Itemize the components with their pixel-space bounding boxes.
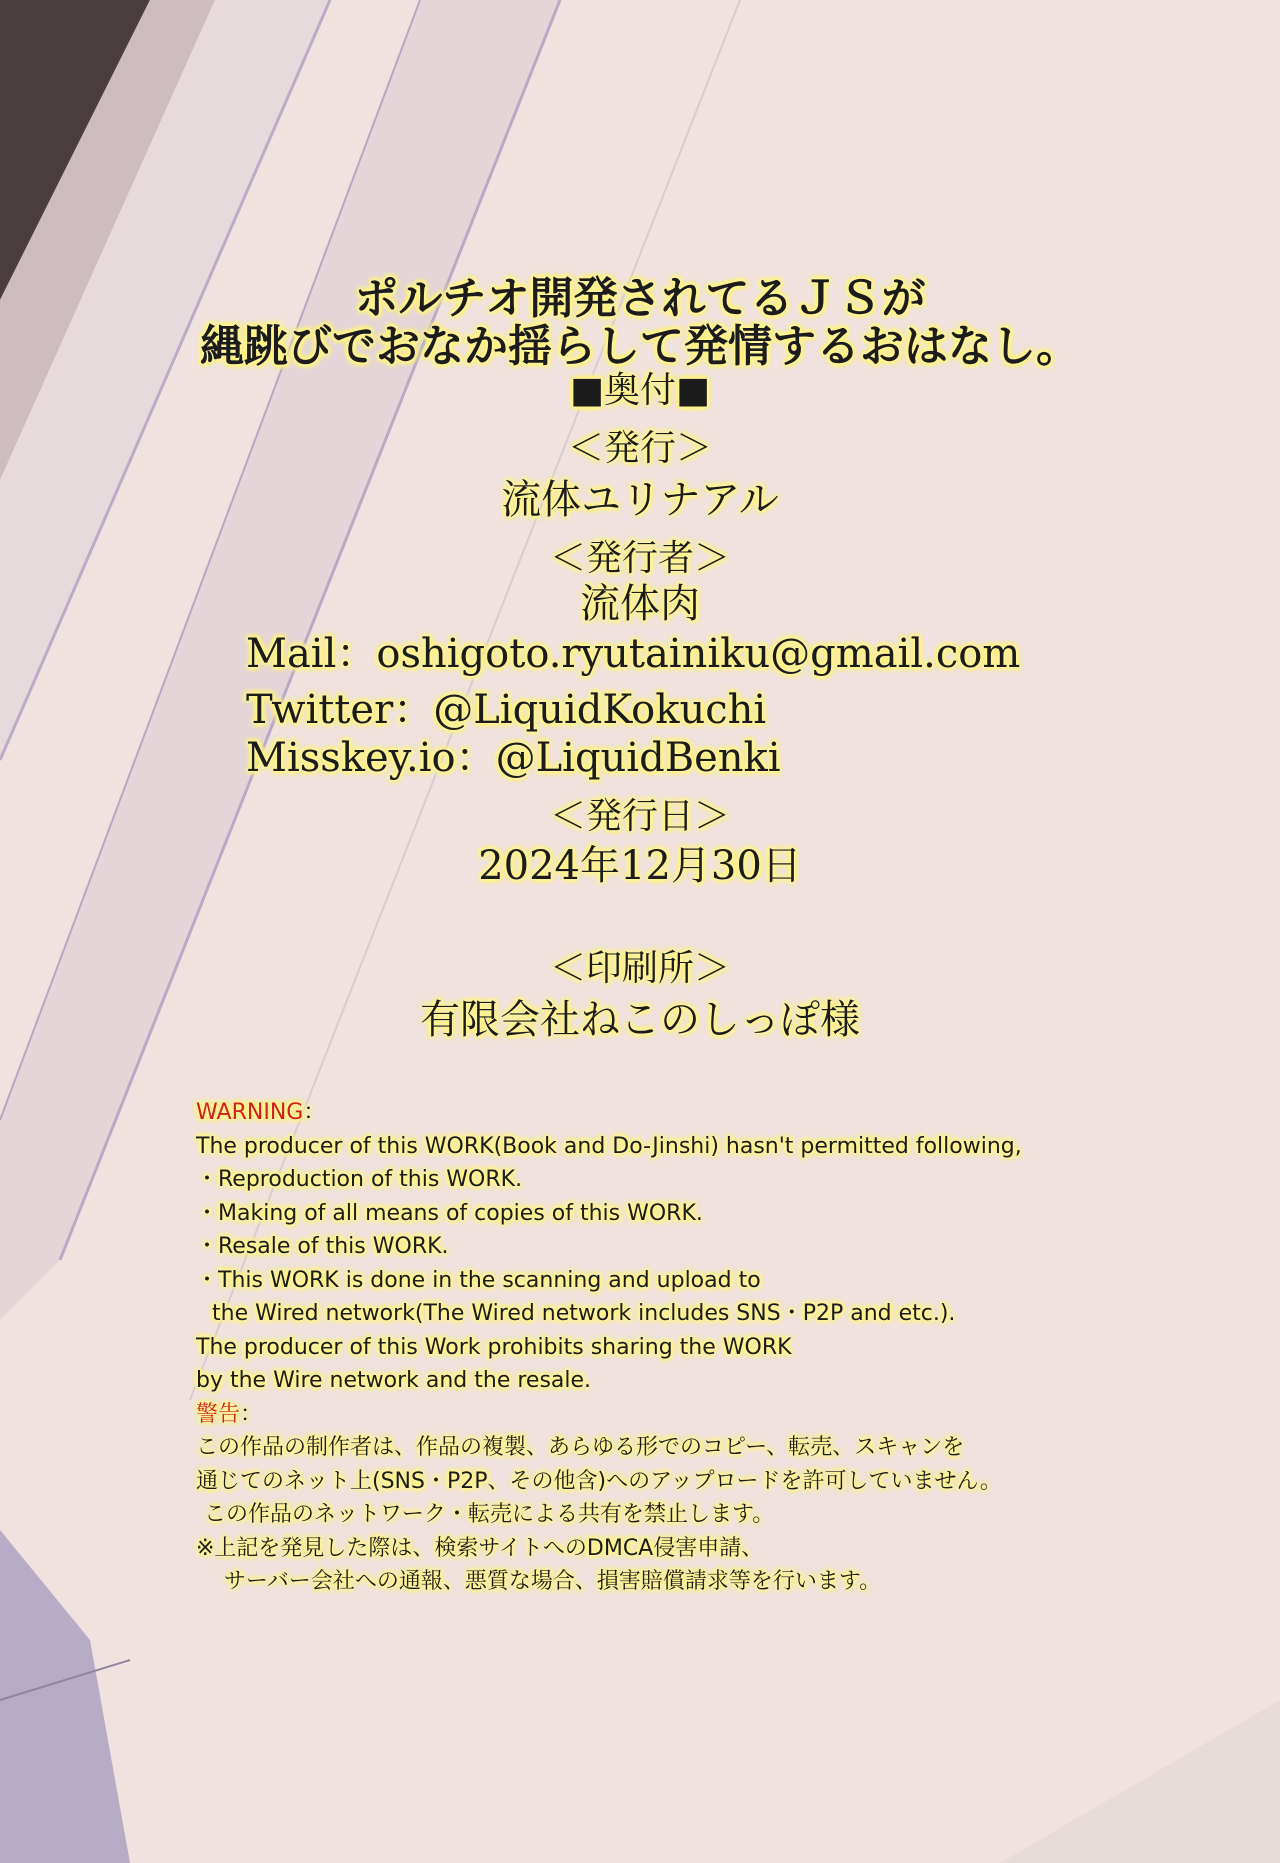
publisher-label: ＜発行＞ <box>567 428 712 469</box>
printer-name: 有限会社ねこのしっぽ様 <box>420 997 860 1043</box>
warning-en-line: by the Wire network and the resale. <box>196 1368 592 1393</box>
warning-en-label: WARNING <box>196 1100 304 1125</box>
warning-jp-line: サーバー会社への通報、悪質な場合、損害賠償請求等を行います。 <box>224 1569 882 1594</box>
warning-jp-line: この作品のネットワーク・転売による共有を禁止します。 <box>204 1502 775 1527</box>
warning-en-heading <box>196 1096 1022 1130</box>
warning-en-line: The producer of this Work prohibits sharing the WORK <box>196 1334 792 1360</box>
twitter-line: Twitter：@LiquidKokuchi <box>246 687 767 733</box>
warning-jp-heading <box>196 1398 1022 1432</box>
warning-en-line: ・Making of all means of copies of this WORK. <box>196 1200 703 1226</box>
warning-jp-line: この作品の制作者は、作品の複製、あらゆる形でのコピー、転売、スキャンを <box>196 1435 965 1460</box>
printer-label: ＜印刷所＞ <box>549 948 730 989</box>
date-label: ＜発行日＞ <box>549 796 730 837</box>
title-line-2: 縄跳びでおなか揺らして発情するおはなし。 <box>200 321 1080 372</box>
issuer-name: 流体肉 <box>580 581 700 627</box>
mail-line: Mail：oshigoto.ryutainiku@gmail.com <box>246 631 1021 677</box>
warning-en-line: ・Resale of this WORK. <box>196 1234 449 1259</box>
warning-en-line: the Wired network(The Wired network includes SNS・P2P and etc.). <box>212 1301 956 1326</box>
warning-block <box>196 1096 1022 1599</box>
issue-date: 2024年12月30日 <box>478 843 802 889</box>
warning-en-line: ・This WORK is done in the scanning and upload to <box>196 1267 761 1293</box>
misskey-line: Misskey.io：@LiquidBenki <box>246 735 781 781</box>
warning-jp-line: ※上記を発見した際は、検索サイトへのDMCA侵害申請、 <box>196 1535 764 1561</box>
warning-en-line: ・Reproduction of this WORK. <box>196 1167 523 1192</box>
warning-en-line: The producer of this WORK(Book and Do-Jinshi) hasn't permitted following, <box>196 1133 1022 1159</box>
title-line-1: ポルチオ開発されてるＪＳが <box>354 273 926 324</box>
issuer-label: ＜発行者＞ <box>549 538 730 579</box>
section-mark: ■奥付■ <box>569 370 711 411</box>
warning-jp-line: 通じてのネット上(SNS・P2P、その他含)へのアップロードを許可していません。 <box>196 1468 1002 1494</box>
warning-jp-label: 警告 <box>196 1401 241 1427</box>
warning-jp-colon: ： <box>240 1401 263 1427</box>
publisher-name: 流体ユリナアル <box>501 477 779 523</box>
warning-en-colon: ： <box>303 1100 326 1125</box>
